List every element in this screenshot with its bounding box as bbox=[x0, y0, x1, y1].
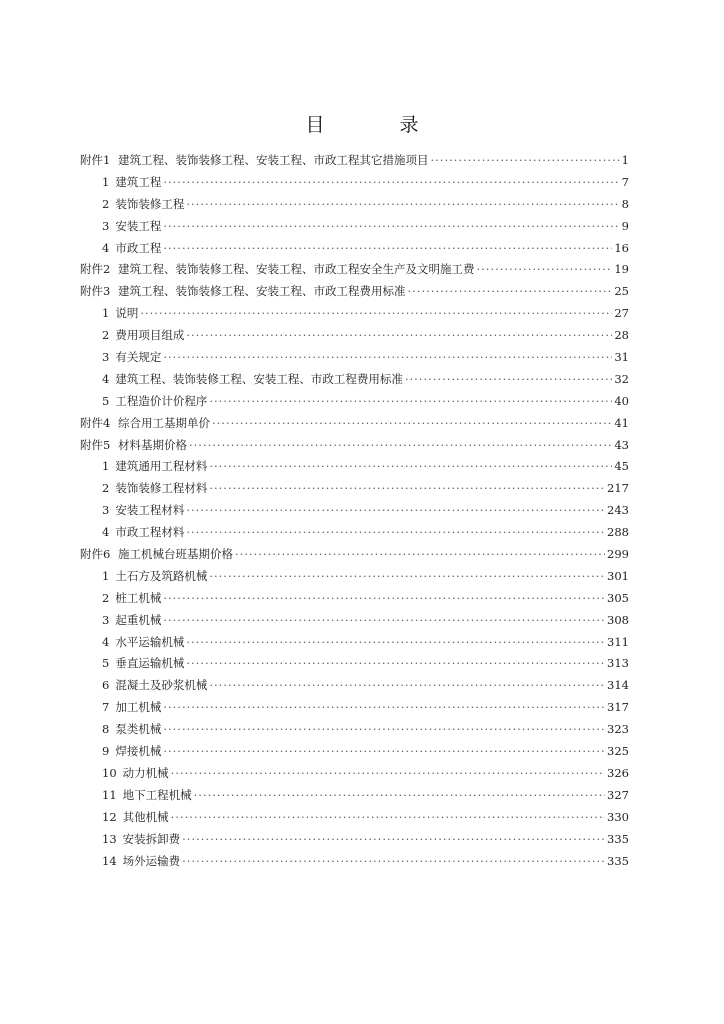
toc-entry-number: 2 bbox=[102, 590, 110, 605]
toc-entry-page-number: 327 bbox=[607, 787, 629, 802]
toc-entry-page-number: 40 bbox=[614, 393, 629, 408]
toc-entry-page-number: 301 bbox=[607, 568, 629, 583]
toc-entry bbox=[80, 413, 629, 435]
toc-entry-page-number: 335 bbox=[607, 831, 629, 846]
toc-entry bbox=[80, 544, 629, 566]
toc-entry bbox=[80, 456, 629, 478]
toc-entry-label: 水平运输机械 bbox=[115, 634, 185, 649]
toc-entry-label: 费用项目组成 bbox=[115, 328, 185, 343]
toc-entry bbox=[80, 369, 629, 391]
toc-entry-page-number: 335 bbox=[607, 853, 629, 868]
toc-entry-label: 焊接机械 bbox=[115, 744, 162, 759]
toc-leader-dots bbox=[186, 194, 619, 216]
toc-entry bbox=[80, 785, 629, 807]
toc-entry-page-number: 243 bbox=[607, 503, 629, 518]
toc-entry-page-number: 41 bbox=[614, 415, 629, 430]
toc-entry-label: 混凝土及砂浆机械 bbox=[115, 678, 208, 693]
toc-entry-number: 1 bbox=[102, 174, 110, 189]
toc-entry-label: 施工机械台班基期价格 bbox=[118, 547, 233, 562]
toc-entry-page-number: 288 bbox=[607, 525, 629, 540]
toc-entry-label: 建筑工程 bbox=[115, 174, 162, 189]
toc-entry bbox=[80, 347, 629, 369]
toc-leader-dots bbox=[209, 478, 605, 500]
toc-entry-number: 4 bbox=[102, 240, 110, 255]
toc-entry-page-number: 32 bbox=[614, 371, 629, 386]
toc-entry-number: 3 bbox=[102, 612, 110, 627]
toc-entry-label: 工程造价计价程序 bbox=[115, 393, 208, 408]
toc-leader-dots bbox=[189, 435, 612, 457]
toc-leader-dots bbox=[171, 763, 605, 785]
toc-entry bbox=[80, 807, 629, 829]
toc-leader-dots bbox=[182, 851, 605, 873]
toc-leader-dots bbox=[163, 172, 619, 194]
toc-entry bbox=[80, 851, 629, 873]
toc-leader-dots bbox=[405, 369, 613, 391]
toc-entry-page-number: 9 bbox=[621, 218, 629, 233]
toc-leader-dots bbox=[194, 785, 605, 807]
toc-entry-label: 场外运输费 bbox=[122, 853, 181, 868]
toc-entry-page-number: 8 bbox=[621, 196, 629, 211]
toc-entry bbox=[80, 741, 629, 763]
toc-entry bbox=[80, 719, 629, 741]
toc-entry-page-number: 16 bbox=[614, 240, 629, 255]
toc-entry-number: 4 bbox=[102, 371, 110, 386]
toc-leader-dots bbox=[431, 150, 620, 172]
toc-entry-label: 起重机械 bbox=[115, 612, 162, 627]
toc-entry-label: 垂直运输机械 bbox=[115, 656, 185, 671]
toc-entry-label: 建筑通用工程材料 bbox=[115, 459, 208, 474]
toc-entry bbox=[80, 325, 629, 347]
toc-entry-number: 13 bbox=[102, 831, 117, 846]
toc-leader-dots bbox=[186, 325, 612, 347]
toc-entry-number: 5 bbox=[102, 393, 110, 408]
toc-entry bbox=[80, 391, 629, 413]
toc-entry bbox=[80, 566, 629, 588]
toc-entry-page-number: 330 bbox=[607, 809, 629, 824]
toc-entry bbox=[80, 829, 629, 851]
toc-entry-label: 有关规定 bbox=[115, 350, 162, 365]
toc-entry-page-number: 43 bbox=[614, 437, 629, 452]
toc-entry bbox=[80, 522, 629, 544]
toc-entry-label: 安装工程材料 bbox=[115, 503, 185, 518]
toc-entry-page-number: 45 bbox=[614, 459, 629, 474]
toc-entry-number: 附件5 bbox=[80, 437, 111, 452]
toc-entry-number: 3 bbox=[102, 218, 110, 233]
toc-entry-page-number: 314 bbox=[607, 678, 629, 693]
toc-entry-label: 土石方及筑路机械 bbox=[115, 568, 208, 583]
toc-entry-label: 动力机械 bbox=[122, 765, 169, 780]
toc-entry bbox=[80, 632, 629, 654]
toc-entry-label: 说明 bbox=[115, 306, 139, 321]
toc-entry-page-number: 1 bbox=[621, 153, 629, 167]
toc-entry-page-number: 28 bbox=[614, 328, 629, 343]
toc-entry-page-number: 305 bbox=[607, 590, 629, 605]
toc-entry bbox=[80, 172, 629, 194]
toc-entry-number: 14 bbox=[102, 853, 117, 868]
toc-entry bbox=[80, 150, 629, 172]
toc-leader-dots bbox=[186, 653, 605, 675]
toc-entry-number: 12 bbox=[102, 809, 117, 824]
toc-entry bbox=[80, 610, 629, 632]
toc-entry-label: 建筑工程、装饰装修工程、安装工程、市政工程费用标准 bbox=[115, 371, 403, 386]
toc-entry-number: 3 bbox=[102, 503, 110, 518]
toc-entry bbox=[80, 588, 629, 610]
toc-entry bbox=[80, 500, 629, 522]
toc-entry bbox=[80, 216, 629, 238]
toc-entry-number: 4 bbox=[102, 525, 110, 540]
toc-leader-dots bbox=[477, 259, 613, 281]
toc-entry-page-number: 311 bbox=[607, 634, 629, 649]
toc-entry-page-number: 217 bbox=[607, 481, 629, 496]
toc-leader-dots bbox=[140, 303, 612, 325]
toc-entry-label: 市政工程材料 bbox=[115, 525, 185, 540]
toc-entry bbox=[80, 303, 629, 325]
toc-leader-dots bbox=[163, 347, 612, 369]
toc-entry-page-number: 7 bbox=[621, 174, 629, 189]
toc-entry-number: 1 bbox=[102, 306, 110, 321]
toc-entry-label: 建筑工程、装饰装修工程、安装工程、市政工程其它措施项目 bbox=[118, 153, 429, 167]
toc-entry-page-number: 325 bbox=[607, 744, 629, 759]
toc-leader-dots bbox=[209, 391, 612, 413]
toc-entry bbox=[80, 653, 629, 675]
toc-leader-dots bbox=[163, 216, 619, 238]
toc-entry-page-number: 299 bbox=[607, 547, 629, 562]
toc-entry bbox=[80, 194, 629, 216]
toc-entry-label: 市政工程 bbox=[115, 240, 162, 255]
toc-entry-number: 附件1 bbox=[80, 153, 111, 167]
toc-leader-dots bbox=[209, 566, 605, 588]
toc-entry-number: 附件3 bbox=[80, 284, 111, 299]
toc-entry-number: 3 bbox=[102, 350, 110, 365]
toc-entry bbox=[80, 478, 629, 500]
toc-entry-number: 8 bbox=[102, 722, 110, 737]
toc-entry-label: 装饰装修工程 bbox=[115, 196, 185, 211]
toc-entry-number: 6 bbox=[102, 678, 110, 693]
toc-entry-page-number: 313 bbox=[607, 656, 629, 671]
toc-leader-dots bbox=[171, 807, 605, 829]
toc-leader-dots bbox=[186, 632, 605, 654]
toc-entry-label: 加工机械 bbox=[115, 700, 162, 715]
toc-entry bbox=[80, 238, 629, 260]
toc-entry bbox=[80, 281, 629, 303]
toc-leader-dots bbox=[209, 456, 612, 478]
toc-entry-number: 附件6 bbox=[80, 547, 111, 562]
toc-entry-number: 附件4 bbox=[80, 415, 111, 430]
toc-entry-page-number: 19 bbox=[614, 262, 629, 277]
toc-leader-dots bbox=[163, 610, 605, 632]
toc-leader-dots bbox=[235, 544, 605, 566]
table-of-contents bbox=[80, 150, 629, 872]
toc-entry-page-number: 323 bbox=[607, 722, 629, 737]
toc-entry-number: 2 bbox=[102, 328, 110, 343]
toc-entry-number: 1 bbox=[102, 568, 110, 583]
toc-entry-label: 装饰装修工程材料 bbox=[115, 481, 208, 496]
toc-entry-number: 4 bbox=[102, 634, 110, 649]
toc-leader-dots bbox=[163, 697, 605, 719]
toc-entry-label: 桩工机械 bbox=[115, 590, 162, 605]
toc-leader-dots bbox=[163, 741, 605, 763]
toc-entry-label: 其他机械 bbox=[122, 809, 169, 824]
toc-entry-label: 建筑工程、装饰装修工程、安装工程、市政工程费用标准 bbox=[118, 284, 406, 299]
toc-entry-number: 2 bbox=[102, 196, 110, 211]
toc-leader-dots bbox=[408, 281, 613, 303]
toc-entry-number: 9 bbox=[102, 744, 110, 759]
toc-entry bbox=[80, 435, 629, 457]
toc-entry-page-number: 31 bbox=[614, 350, 629, 365]
toc-entry-number: 附件2 bbox=[80, 262, 111, 277]
toc-leader-dots bbox=[163, 719, 605, 741]
toc-entry-page-number: 317 bbox=[607, 700, 629, 715]
toc-entry bbox=[80, 697, 629, 719]
toc-entry-page-number: 25 bbox=[614, 284, 629, 299]
toc-entry-label: 地下工程机械 bbox=[122, 787, 192, 802]
toc-entry bbox=[80, 763, 629, 785]
toc-entry-label: 材料基期价格 bbox=[118, 437, 187, 452]
toc-entry-label: 安装拆卸费 bbox=[122, 831, 181, 846]
toc-leader-dots bbox=[186, 522, 605, 544]
toc-entry bbox=[80, 259, 629, 281]
page-title: 目 录 bbox=[305, 114, 447, 136]
toc-leader-dots bbox=[163, 238, 612, 260]
toc-entry-page-number: 308 bbox=[607, 612, 629, 627]
toc-entry-number: 1 bbox=[102, 459, 110, 474]
toc-entry-number: 10 bbox=[102, 765, 117, 780]
toc-leader-dots bbox=[186, 500, 605, 522]
toc-leader-dots bbox=[163, 588, 605, 610]
toc-entry-number: 5 bbox=[102, 656, 110, 671]
toc-entry-number: 7 bbox=[102, 700, 110, 715]
toc-entry-label: 泵类机械 bbox=[115, 722, 162, 737]
toc-entry-number: 2 bbox=[102, 481, 110, 496]
toc-entry-page-number: 326 bbox=[607, 765, 629, 780]
toc-leader-dots bbox=[212, 413, 612, 435]
toc-leader-dots bbox=[209, 675, 605, 697]
toc-entry-page-number: 27 bbox=[614, 306, 629, 321]
toc-entry bbox=[80, 675, 629, 697]
toc-leader-dots bbox=[182, 829, 605, 851]
toc-entry-number: 11 bbox=[102, 787, 117, 802]
toc-entry-label: 安装工程 bbox=[115, 218, 162, 233]
toc-entry-label: 综合用工基期单价 bbox=[118, 415, 210, 430]
toc-entry-label: 建筑工程、装饰装修工程、安装工程、市政工程安全生产及文明施工费 bbox=[118, 262, 475, 277]
